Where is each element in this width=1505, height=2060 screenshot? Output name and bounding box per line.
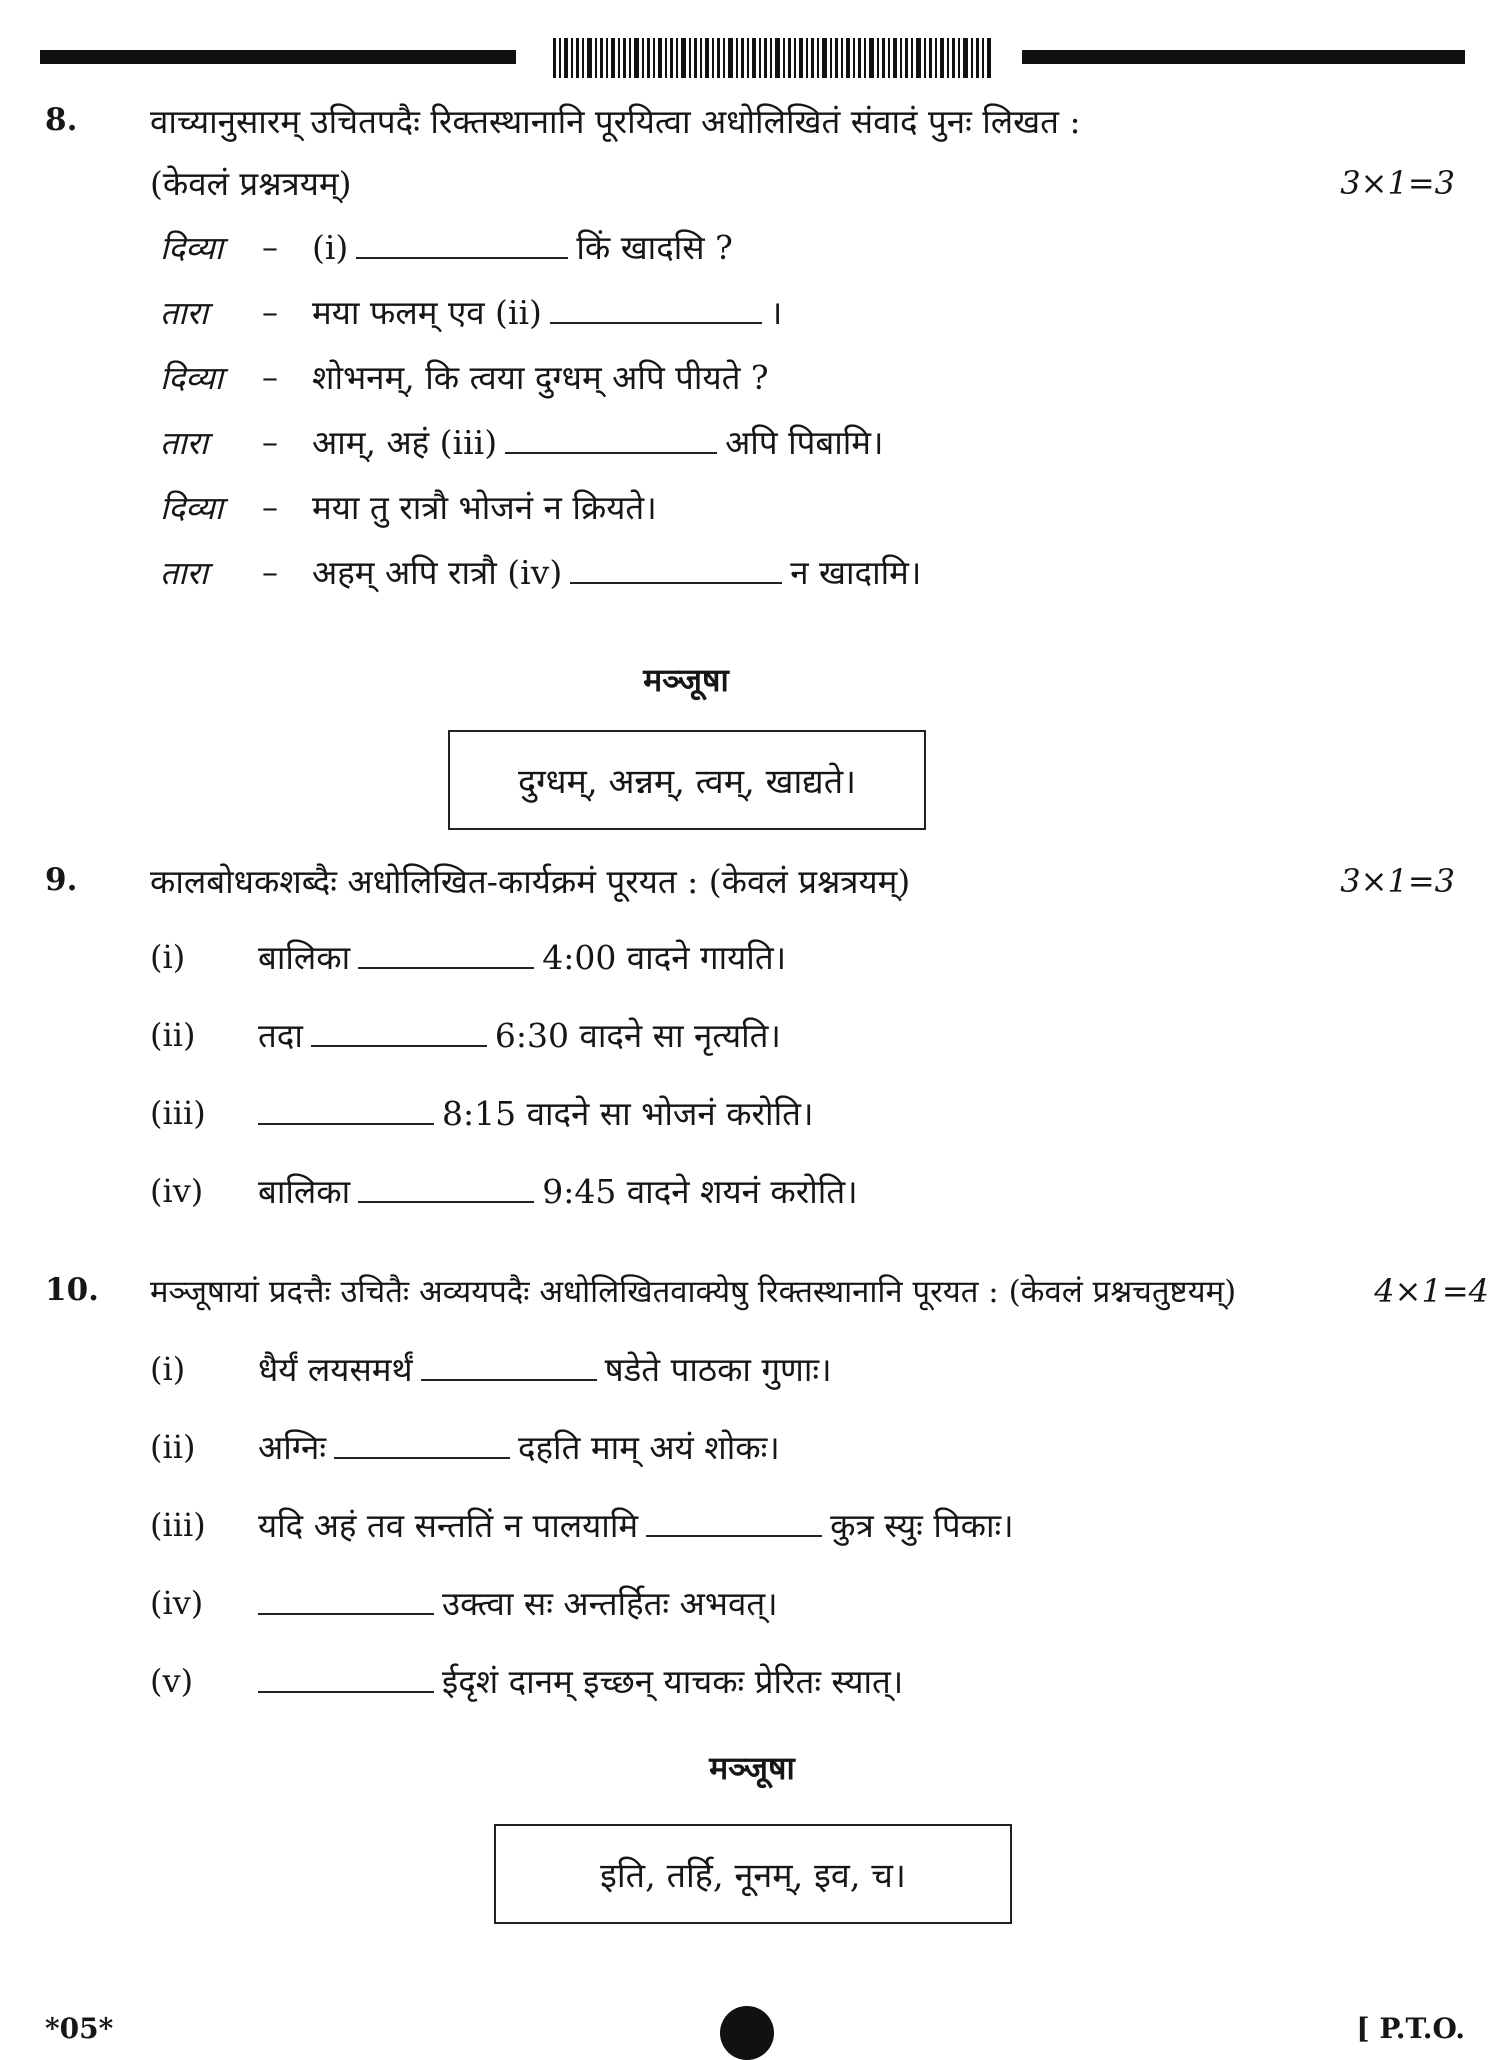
item-text: उक्त्वा सः अन्तर्हितः अभवत्। xyxy=(250,1582,778,1626)
footer-code: *05* xyxy=(45,2012,114,2045)
q8-sub-instruction: (केवलं प्रश्नत्रयम्) xyxy=(150,164,352,203)
q8-instruction: वाच्यानुसारम् उचितपदैः रिक्तस्थानानि पूरयित्वा अधोलिखितं संवादं पुनः लिखत : xyxy=(150,102,1081,141)
dialogue-text: आम्, अहं (iii) अपि पिबामि। xyxy=(312,423,884,462)
item-number: (iv) xyxy=(150,1584,204,1622)
item-number: (v) xyxy=(150,1662,194,1700)
item-number: (iii) xyxy=(150,1094,206,1132)
footer-pto: [ P.T.O. xyxy=(1356,2012,1465,2045)
speaker-name: दिव्या xyxy=(160,489,224,527)
speaker-name: तारा xyxy=(160,294,208,332)
answer-blank[interactable] xyxy=(570,554,782,584)
answer-blank[interactable] xyxy=(356,229,568,259)
answer-blank[interactable] xyxy=(258,1095,434,1125)
item-text: अग्निः दहति माम् अयं शोकः। xyxy=(258,1428,780,1467)
barcode xyxy=(553,38,995,78)
q8-word-box xyxy=(448,730,926,830)
q8-marks: 3×1=3 xyxy=(1340,164,1455,202)
dialogue-text: मया फलम् एव (ii) । xyxy=(312,293,783,332)
answer-blank[interactable] xyxy=(358,939,534,969)
q8-box-title: मञ्जूषा xyxy=(643,661,729,699)
answer-blank[interactable] xyxy=(358,1173,534,1203)
header-bar-right xyxy=(1022,50,1465,64)
q9-instruction: कालबोधकशब्दैः अधोलिखित-कार्यक्रमं पूरयत : (केवलं प्रश्नत्रयम्) xyxy=(150,862,911,901)
speaker-name: तारा xyxy=(160,554,208,592)
item-number: (iii) xyxy=(150,1506,206,1544)
answer-blank[interactable] xyxy=(334,1429,510,1459)
q9-number: 9. xyxy=(45,862,78,898)
item-text: तदा 6:30 वादने सा नृत्यति। xyxy=(258,1016,781,1055)
q10-number: 10. xyxy=(45,1272,99,1308)
dash: – xyxy=(262,553,278,591)
item-text: ईदृशं दानम् इच्छन् याचकः प्रेरितः स्यात्। xyxy=(250,1660,903,1704)
q10-box-title: मञ्जूषा xyxy=(709,1749,795,1787)
q9-marks: 3×1=3 xyxy=(1340,862,1455,900)
item-number: (ii) xyxy=(150,1428,196,1466)
header-bar-left xyxy=(40,50,516,64)
dash: – xyxy=(262,293,278,331)
item-text: बालिका 9:45 वादने शयनं करोति। xyxy=(258,1172,858,1211)
q10-word-box xyxy=(494,1824,1012,1924)
item-number: (iv) xyxy=(150,1172,204,1210)
q8-number: 8. xyxy=(45,102,78,138)
q10-box-words: इति, तर्हि, नूनम्, इव, च। xyxy=(600,1856,906,1896)
item-text: बालिका 4:00 वादने गायति। xyxy=(258,938,787,977)
dialogue-text: अहम् अपि रात्रौ (iv) न खादामि। xyxy=(312,553,922,592)
answer-blank[interactable] xyxy=(258,1585,434,1615)
dash: – xyxy=(262,228,278,266)
dialogue-text: शोभनम्, कि त्वया दुग्धम् अपि पीयते ? xyxy=(312,358,769,397)
item-number: (i) xyxy=(150,1350,186,1388)
answer-blank[interactable] xyxy=(505,424,717,454)
dash: – xyxy=(262,423,278,461)
q10-instruction: मञ्जूषायां प्रदत्तैः उचितैः अव्ययपदैः अधोलिखितवाक्येषु रिक्तस्थानानि पूरयत : (केवलं प्रश्नचतुष्टयम्) xyxy=(150,1274,1237,1310)
answer-blank[interactable] xyxy=(311,1017,487,1047)
answer-blank[interactable] xyxy=(550,294,762,324)
answer-blank[interactable] xyxy=(646,1507,822,1537)
q10-marks: 4×1=4 xyxy=(1374,1272,1489,1310)
item-number: (ii) xyxy=(150,1016,196,1054)
dash: – xyxy=(262,488,278,526)
item-number: (i) xyxy=(150,938,186,976)
speaker-name: दिव्या xyxy=(160,359,224,397)
speaker-name: तारा xyxy=(160,424,208,462)
answer-blank[interactable] xyxy=(258,1663,434,1693)
item-text: धैर्यं लयसमर्थं षडेते पाठका गुणाः। xyxy=(258,1350,832,1389)
dialogue-text: मया तु रात्रौ भोजनं न क्रियते। xyxy=(312,488,657,527)
speaker-name: दिव्या xyxy=(160,229,224,267)
answer-blank[interactable] xyxy=(421,1351,597,1381)
item-text: यदि अहं तव सन्ततिं न पालयामि कुत्र स्युः पिकाः। xyxy=(258,1506,1014,1545)
q8-box-words: दुग्धम्, अन्नम्, त्वम्, खाद्यते। xyxy=(518,762,856,802)
page-number-circle xyxy=(720,2006,774,2060)
item-text: 8:15 वादने सा भोजनं करोति। xyxy=(250,1092,813,1136)
dash: – xyxy=(262,358,278,396)
dialogue-text: (i) किं खादसि ? xyxy=(312,228,733,267)
